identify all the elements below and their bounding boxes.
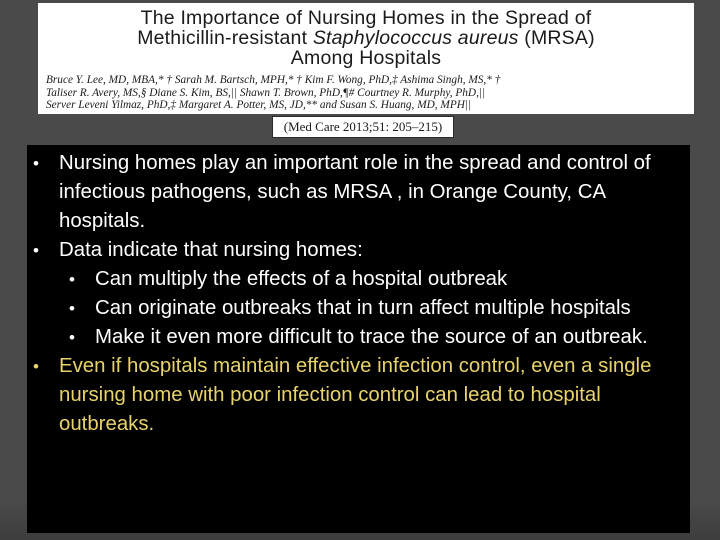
title-line-2-prefix: Methicillin-resistant	[137, 27, 313, 49]
title-line-2-italic: Staphylococcus aureus	[312, 27, 519, 49]
bullet-item	[33, 323, 682, 352]
bullet-text: Data indicate that nursing homes:	[59, 239, 363, 261]
title-line-3: Among Hospitals	[290, 47, 442, 69]
paper-title	[38, 3, 694, 68]
bullet-text: Make it even more difficult to trace the source of an outbreak.	[95, 326, 648, 348]
author-line: Taliser R. Avery, MS,§ Diane S. Kim, BS,|| Shawn T. Brown, PhD,¶# Courtney R. Murphy, PhD,||	[46, 86, 486, 99]
bullet-dot-icon: •	[33, 241, 39, 260]
bullet-dot-icon: •	[69, 299, 75, 318]
bullet-list	[33, 149, 682, 439]
title-line-1: The Importance of Nursing Homes in the Spread of	[140, 7, 592, 29]
bullet-item	[33, 352, 682, 439]
bullet-item	[33, 236, 682, 265]
paper-title-image	[38, 3, 694, 114]
citation-label: (Med Care 2013;51: 205–215)	[272, 116, 454, 138]
bullet-dot-icon: •	[33, 357, 39, 376]
bullet-text: Nursing homes play an important role in the spread and control of infectious pathogens, such as MRSA , in Orange County, CA hospitals.	[59, 152, 651, 232]
bullet-dot-icon: •	[69, 328, 75, 347]
bullet-dot-icon: •	[69, 270, 75, 289]
author-line: Bruce Y. Lee, MD, MBA,* † Sarah M. Bartsch, MPH,* † Kim F. Wong, PhD,‡ Ashima Singh, MS,* †	[46, 74, 501, 86]
bullet-text: Can originate outbreaks that in turn affect multiple hospitals	[95, 297, 631, 319]
bullet-dot-icon: •	[33, 154, 39, 173]
author-line: Server Leveni Yilmaz, PhD,‡ Margaret A. Potter, MS, JD,** and Susan S. Huang, MD, MPH||	[46, 99, 472, 111]
bullet-content-box	[27, 145, 690, 533]
bullet-text: Even if hospitals maintain effective infection control, even a single nursing home with poor infection control can lead to hospital outbreaks.	[59, 355, 652, 435]
bullet-item	[33, 149, 682, 236]
bullet-text: Can multiply the effects of a hospital outbreak	[95, 268, 508, 290]
title-line-2	[38, 28, 694, 48]
bullet-item	[33, 265, 682, 294]
author-list	[38, 74, 694, 112]
title-line-2-suffix: (MRSA)	[518, 27, 595, 49]
bullet-item	[33, 294, 682, 323]
